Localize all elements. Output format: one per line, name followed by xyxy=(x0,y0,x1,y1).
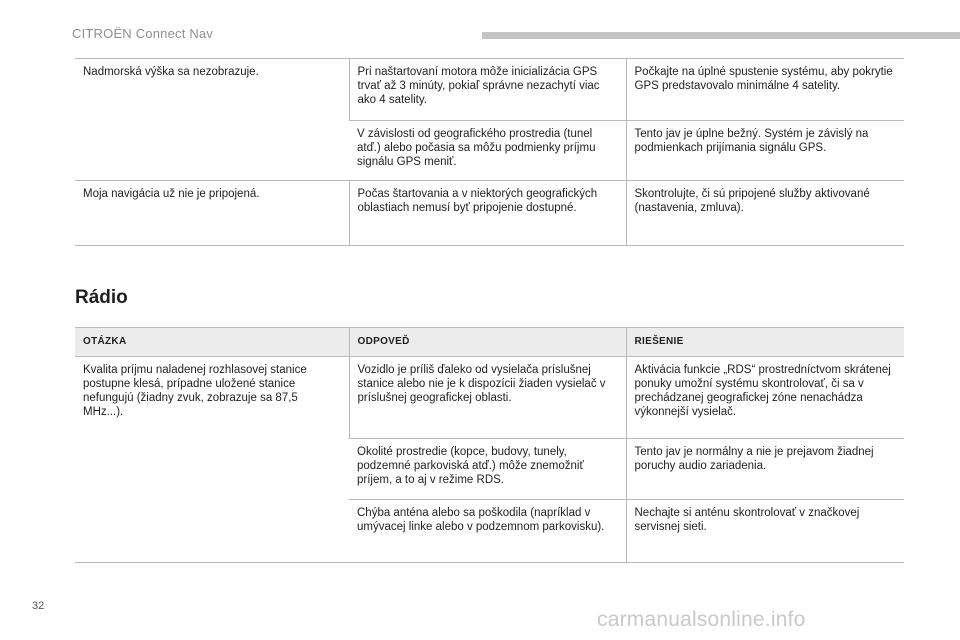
question-cell: Moja navigácia už nie je pripojená. xyxy=(75,181,349,246)
solution-cell: Aktivácia funkcie „RDS“ prostredníctvom skrátenej ponuky umožní systému skontrolovať, či sa v prechádzanej geografickej zóne nenachádza výkonnejší vysielač. xyxy=(626,357,904,439)
cause-cell: Okolité prostredie (kopce, budovy, tunely, podzemné parkoviská atď.) môže znemožniť príjem, a to aj v režime RDS. xyxy=(349,439,626,500)
cause-cell: V závislosti od geografického prostredia (tunel atď.) alebo počasia sa môžu podmienky príjmu signálu GPS meniť. xyxy=(349,121,626,181)
cause-cell: Počas štartovania a v niektorých geografických oblastiach nemusí byť pripojenie dostupné. xyxy=(349,181,626,246)
column-header-answer: ODPOVEĎ xyxy=(349,328,626,357)
cause-cell: Chýba anténa alebo sa poškodila (napríklad v umývacej linke alebo v podzemnom parkovisku). xyxy=(349,500,626,563)
table-row xyxy=(75,357,904,439)
question-cell: Kvalita príjmu naladenej rozhlasovej stanice postupne klesá, prípadne uložené stanice nefungujú (žiadny zvuk, zobrazuje sa 87,5 MHz...). xyxy=(75,357,349,563)
solution-cell: Tento jav je úplne bežný. Systém je závislý na podmienkach prijímania signálu GPS. xyxy=(626,121,904,181)
header-title: CITROËN Connect Nav xyxy=(72,26,214,41)
column-header-solution: RIEŠENIE xyxy=(626,328,904,357)
section-title: Rádio xyxy=(75,287,128,308)
column-header-question: OTÁZKA xyxy=(75,328,349,357)
page-number: 32 xyxy=(32,600,45,612)
table-header-row xyxy=(75,328,904,357)
cause-cell: Pri naštartovaní motora môže inicializácia GPS trvať až 3 minúty, pokiaľ správne nezachytí viac ako 4 satelity. xyxy=(349,59,626,121)
solution-cell: Tento jav je normálny a nie je prejavom žiadnej poruchy audio zariadenia. xyxy=(626,439,904,500)
cause-cell: Vozidlo je príliš ďaleko od vysielača príslušnej stanice alebo nie je k dispozícii žiaden vysielač v príslušnej geografickej oblasti. xyxy=(349,357,626,439)
solution-cell: Počkajte na úplné spustenie systému, aby pokrytie GPS predstavovalo minimálne 4 satelity. xyxy=(626,59,904,121)
radio-troubleshooting-table xyxy=(75,327,904,563)
table-row xyxy=(75,181,904,246)
question-cell: Nadmorská výška sa nezobrazuje. xyxy=(75,59,349,181)
solution-cell: Skontrolujte, či sú pripojené služby aktivované (nastavenia, zmluva). xyxy=(626,181,904,246)
header-bar xyxy=(482,32,960,39)
watermark: carmanualsonline.info xyxy=(597,608,806,631)
solution-cell: Nechajte si anténu skontrolovať v značkovej servisnej sieti. xyxy=(626,500,904,563)
table-row xyxy=(75,59,904,121)
gps-troubleshooting-table xyxy=(75,58,904,246)
